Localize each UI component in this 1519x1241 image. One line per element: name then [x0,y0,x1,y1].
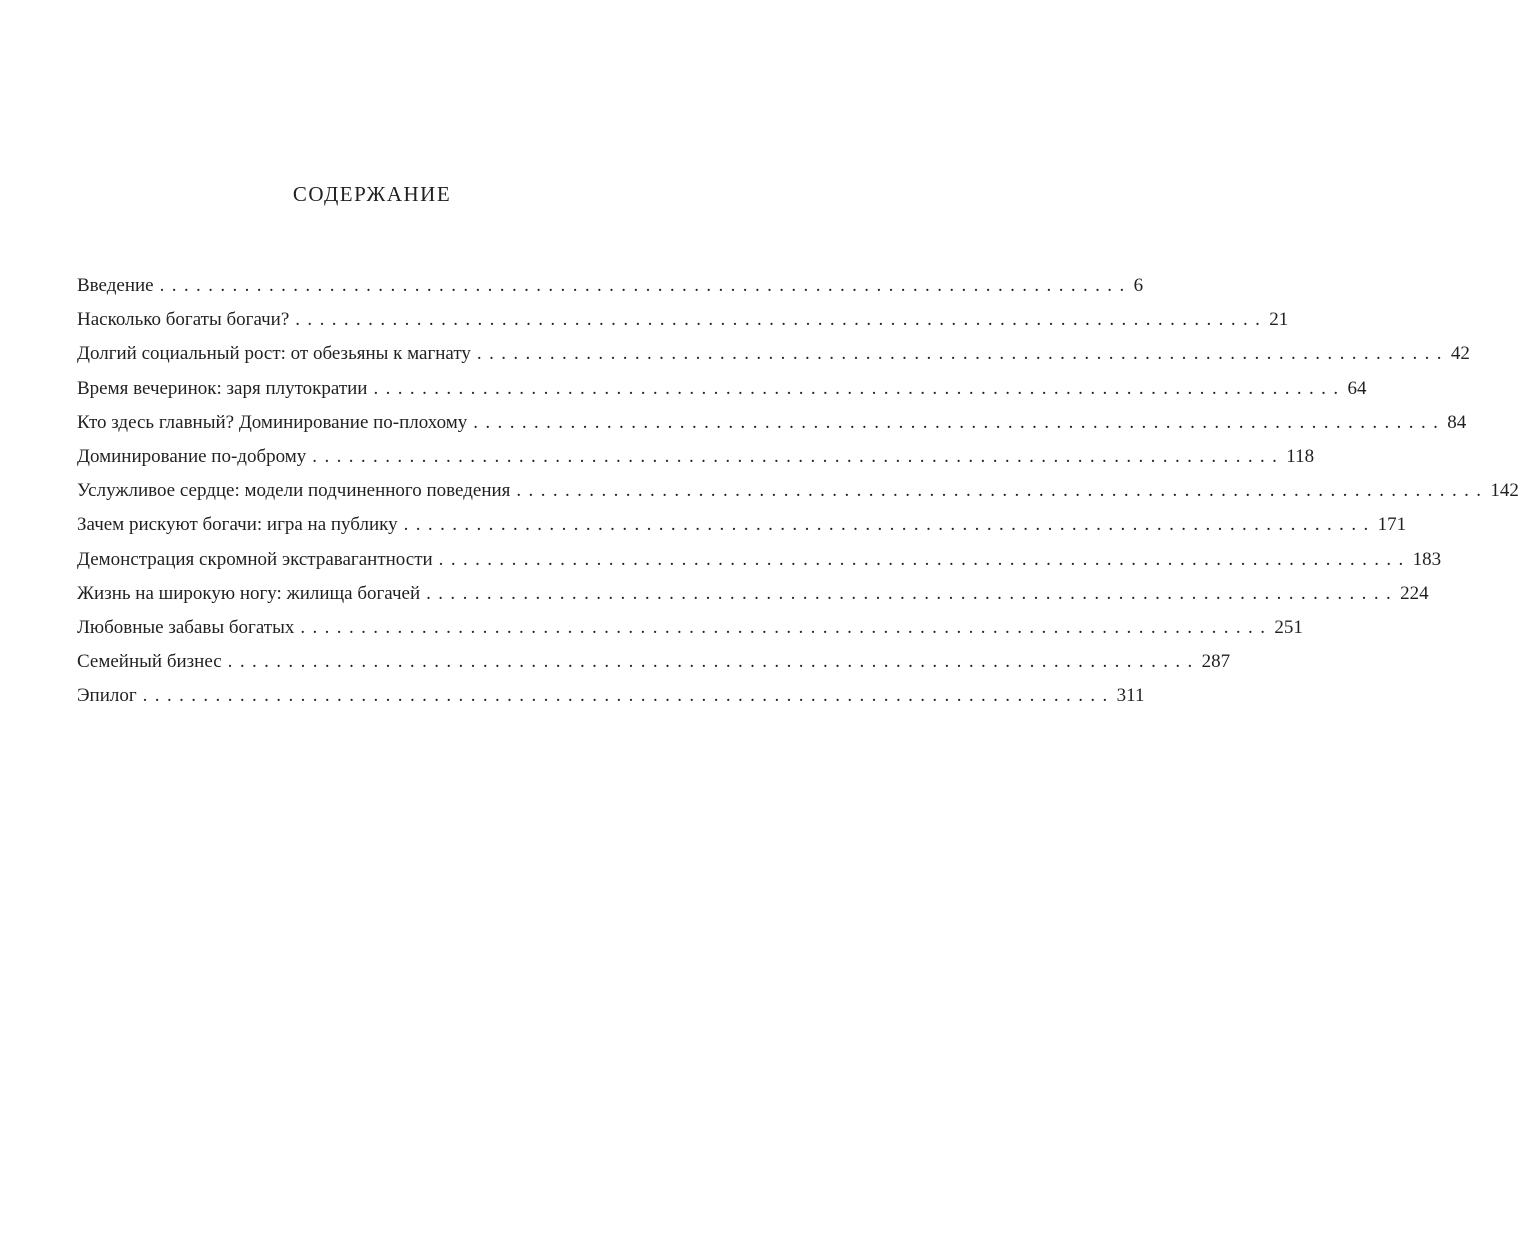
dot-leader: ................................................................................ [373,377,1346,399]
toc-page-number: 224 [1400,582,1429,604]
toc-entry[interactable] [77,508,1407,542]
toc-entry-title: Жизнь на широкую ногу: жилища богачей [77,582,421,604]
toc-entry-title: Демонстрация скромной экстравагантности [77,548,433,570]
toc-page-number: 6 [1133,275,1144,296]
toc-page-number: 183 [1412,548,1442,570]
toc-heading: СОДЕРЖАНИЕ [292,182,452,206]
toc-entry-title: Насколько богаты богачи? [77,309,290,331]
toc-page-number: 142 [1490,480,1519,502]
toc-entry[interactable] [77,474,1519,508]
toc-entry[interactable] [77,577,1429,611]
toc-page-number: 171 [1377,514,1407,536]
toc-list [77,269,1519,713]
toc-entry[interactable] [77,679,1145,713]
toc-entry-title: Доминирование по-доброму [77,445,307,467]
dot-leader: ................................................................................ [438,548,1411,570]
toc-entry-title: Любовные забавы богатых [77,616,295,638]
toc-entry-title: Зачем рискуют богачи: игра на публику [77,514,398,536]
toc-page-number: 84 [1447,411,1467,433]
toc-entry[interactable] [77,303,1289,337]
dot-leader: ................................................................................ [159,275,1132,296]
toc-page-number: 251 [1274,616,1303,638]
dot-leader: ................................................................................ [295,309,1268,331]
toc-entry-title: Услужливое сердце: модели подчиненного поведения [77,480,511,502]
toc-page-number: 287 [1201,651,1231,673]
toc-entry[interactable] [77,440,1315,474]
toc-entry[interactable] [77,611,1303,645]
toc-page-number: 118 [1286,445,1315,467]
toc-entry-title: Эпилог [77,685,137,707]
dot-leader: ................................................................................ [300,616,1273,638]
dot-leader: ................................................................................ [516,480,1489,502]
toc-entry-title: Время вечеринок: заря плутократии [77,377,368,399]
toc-entry[interactable] [77,543,1442,577]
dot-leader: ................................................................................ [476,343,1449,365]
toc-page-number: 42 [1450,343,1470,365]
toc-entry-title: Кто здесь главный? Доминирование по-плохому [77,411,468,433]
toc-entry[interactable] [77,406,1467,440]
toc-entry-title: Введение [77,275,154,296]
toc-page-number: 21 [1269,309,1289,331]
dot-leader: ................................................................................ [426,582,1399,604]
toc-entry[interactable] [77,372,1367,406]
dot-leader: ................................................................................ [312,445,1285,467]
toc-entry[interactable] [77,645,1231,679]
dot-leader: ................................................................................ [142,685,1115,707]
toc-entry[interactable] [77,269,1144,303]
toc-entry-title: Семейный бизнес [77,651,222,673]
toc-page-number: 64 [1347,377,1367,399]
dot-leader: ................................................................................ [403,514,1376,536]
dot-leader: ................................................................................ [227,651,1200,673]
toc-page-number: 311 [1116,685,1145,707]
toc-entry-title: Долгий социальный рост: от обезьяны к магнату [77,343,471,365]
toc-entry[interactable] [77,337,1470,371]
dot-leader: ................................................................................ [473,411,1446,433]
